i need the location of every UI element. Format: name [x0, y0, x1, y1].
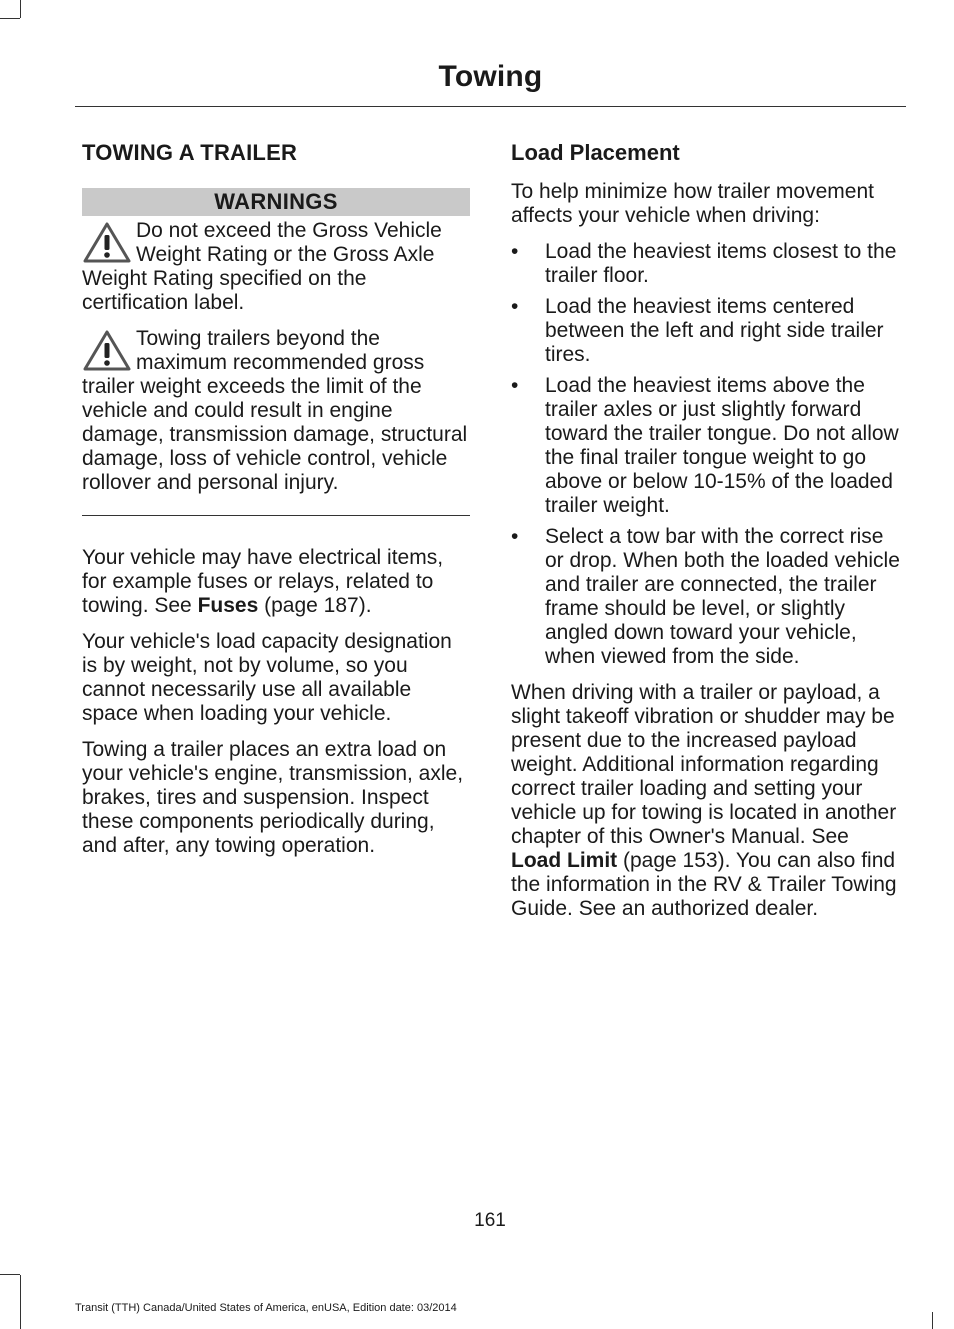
list-item-text: Load the heaviest items closest to the trailer floor.	[545, 240, 897, 287]
paragraph-text: When driving with a trailer or payload, a slight takeoff vibration or shudder may be present due to the increased payload weight. Additional information regarding correct trailer loading and setting your vehicle up for towing is located in another chapter of this Owner's Manual. See	[511, 681, 897, 848]
warnings-banner: WARNINGS	[82, 188, 470, 216]
paragraph-intro: To help minimize how trailer movement affects your vehicle when driving:	[511, 180, 874, 227]
paragraph-extra-load: Towing a trailer places an extra load on your vehicle's engine, transmission, axle, brakes, tires and suspension. Inspect these components periodically during, and after, any towing operation.	[82, 738, 464, 857]
footer-edition: Transit (TTH) Canada/United States of America, enUSA, Edition date: 03/2014	[75, 1302, 457, 1314]
list-item-text: Select a tow bar with the correct rise or drop. When both the loaded vehicle and trailer are connected, the trailer frame should be level, or slightly angled down toward your vehicle, when viewed from the side.	[545, 525, 900, 668]
paragraph-text: (page 153). You can also find the information in the RV & Trailer Towing Guide. See an authorized dealer.	[511, 849, 897, 920]
list-item-text: Load the heaviest items centered between the left and right side trailer tires.	[545, 295, 884, 366]
paragraph-fuses	[82, 546, 470, 618]
crop-mark	[0, 1274, 20, 1275]
section-title: TOWING A TRAILER	[82, 140, 298, 165]
bullet-marker: •	[511, 240, 519, 263]
bullet-marker: •	[511, 295, 519, 318]
crop-mark	[0, 18, 20, 19]
crop-mark	[20, 0, 21, 18]
page-number: 161	[474, 1210, 506, 1231]
warning-item	[82, 327, 470, 495]
crop-mark	[20, 1275, 21, 1329]
left-column	[82, 140, 470, 870]
list-item-text: Load the heaviest items above the trailer axles or just slightly forward toward the trailer tongue. Do not allow the final trailer tongue weight to go above or below 10-15% of the loaded trailer weight.	[545, 374, 899, 517]
page-title: Towing	[438, 60, 543, 93]
crop-mark	[932, 1312, 933, 1329]
subheading-load-placement: Load Placement	[511, 140, 680, 165]
list-item	[511, 240, 903, 288]
paragraph-text: (page 187).	[258, 594, 372, 617]
warning-triangle-icon	[82, 221, 132, 265]
bullet-list	[511, 240, 903, 669]
warning-text: Towing trailers beyond the maximum recommended gross trailer weight exceeds the limit of the vehicle and could result in engine damage, transmission damage, structural damage, loss of vehicle control, vehicle rollover and personal injury.	[82, 327, 468, 494]
link-load-limit[interactable]: Load Limit	[511, 849, 618, 872]
warning-text: Do not exceed the Gross Vehicle Weight Rating or the Gross Axle Weight Rating specified on the certification label.	[82, 219, 442, 314]
warning-triangle-icon	[82, 329, 132, 373]
list-item	[511, 295, 903, 367]
list-item	[511, 374, 903, 518]
bullet-marker: •	[511, 525, 519, 548]
paragraph-text: Your vehicle may have electrical items, for example fuses or relays, related to towing. See	[82, 546, 444, 617]
bullet-marker: •	[511, 374, 519, 397]
list-item	[511, 525, 903, 669]
header-divider	[75, 106, 906, 107]
warning-item	[82, 219, 470, 315]
paragraph-closing	[511, 681, 903, 921]
paragraph-load-capacity: Your vehicle's load capacity designation is by weight, not by volume, so you cannot necessarily use all available space when loading your vehicle.	[82, 630, 452, 725]
warnings-end-divider	[82, 515, 470, 516]
right-column	[511, 140, 903, 933]
link-fuses[interactable]: Fuses	[197, 594, 259, 617]
